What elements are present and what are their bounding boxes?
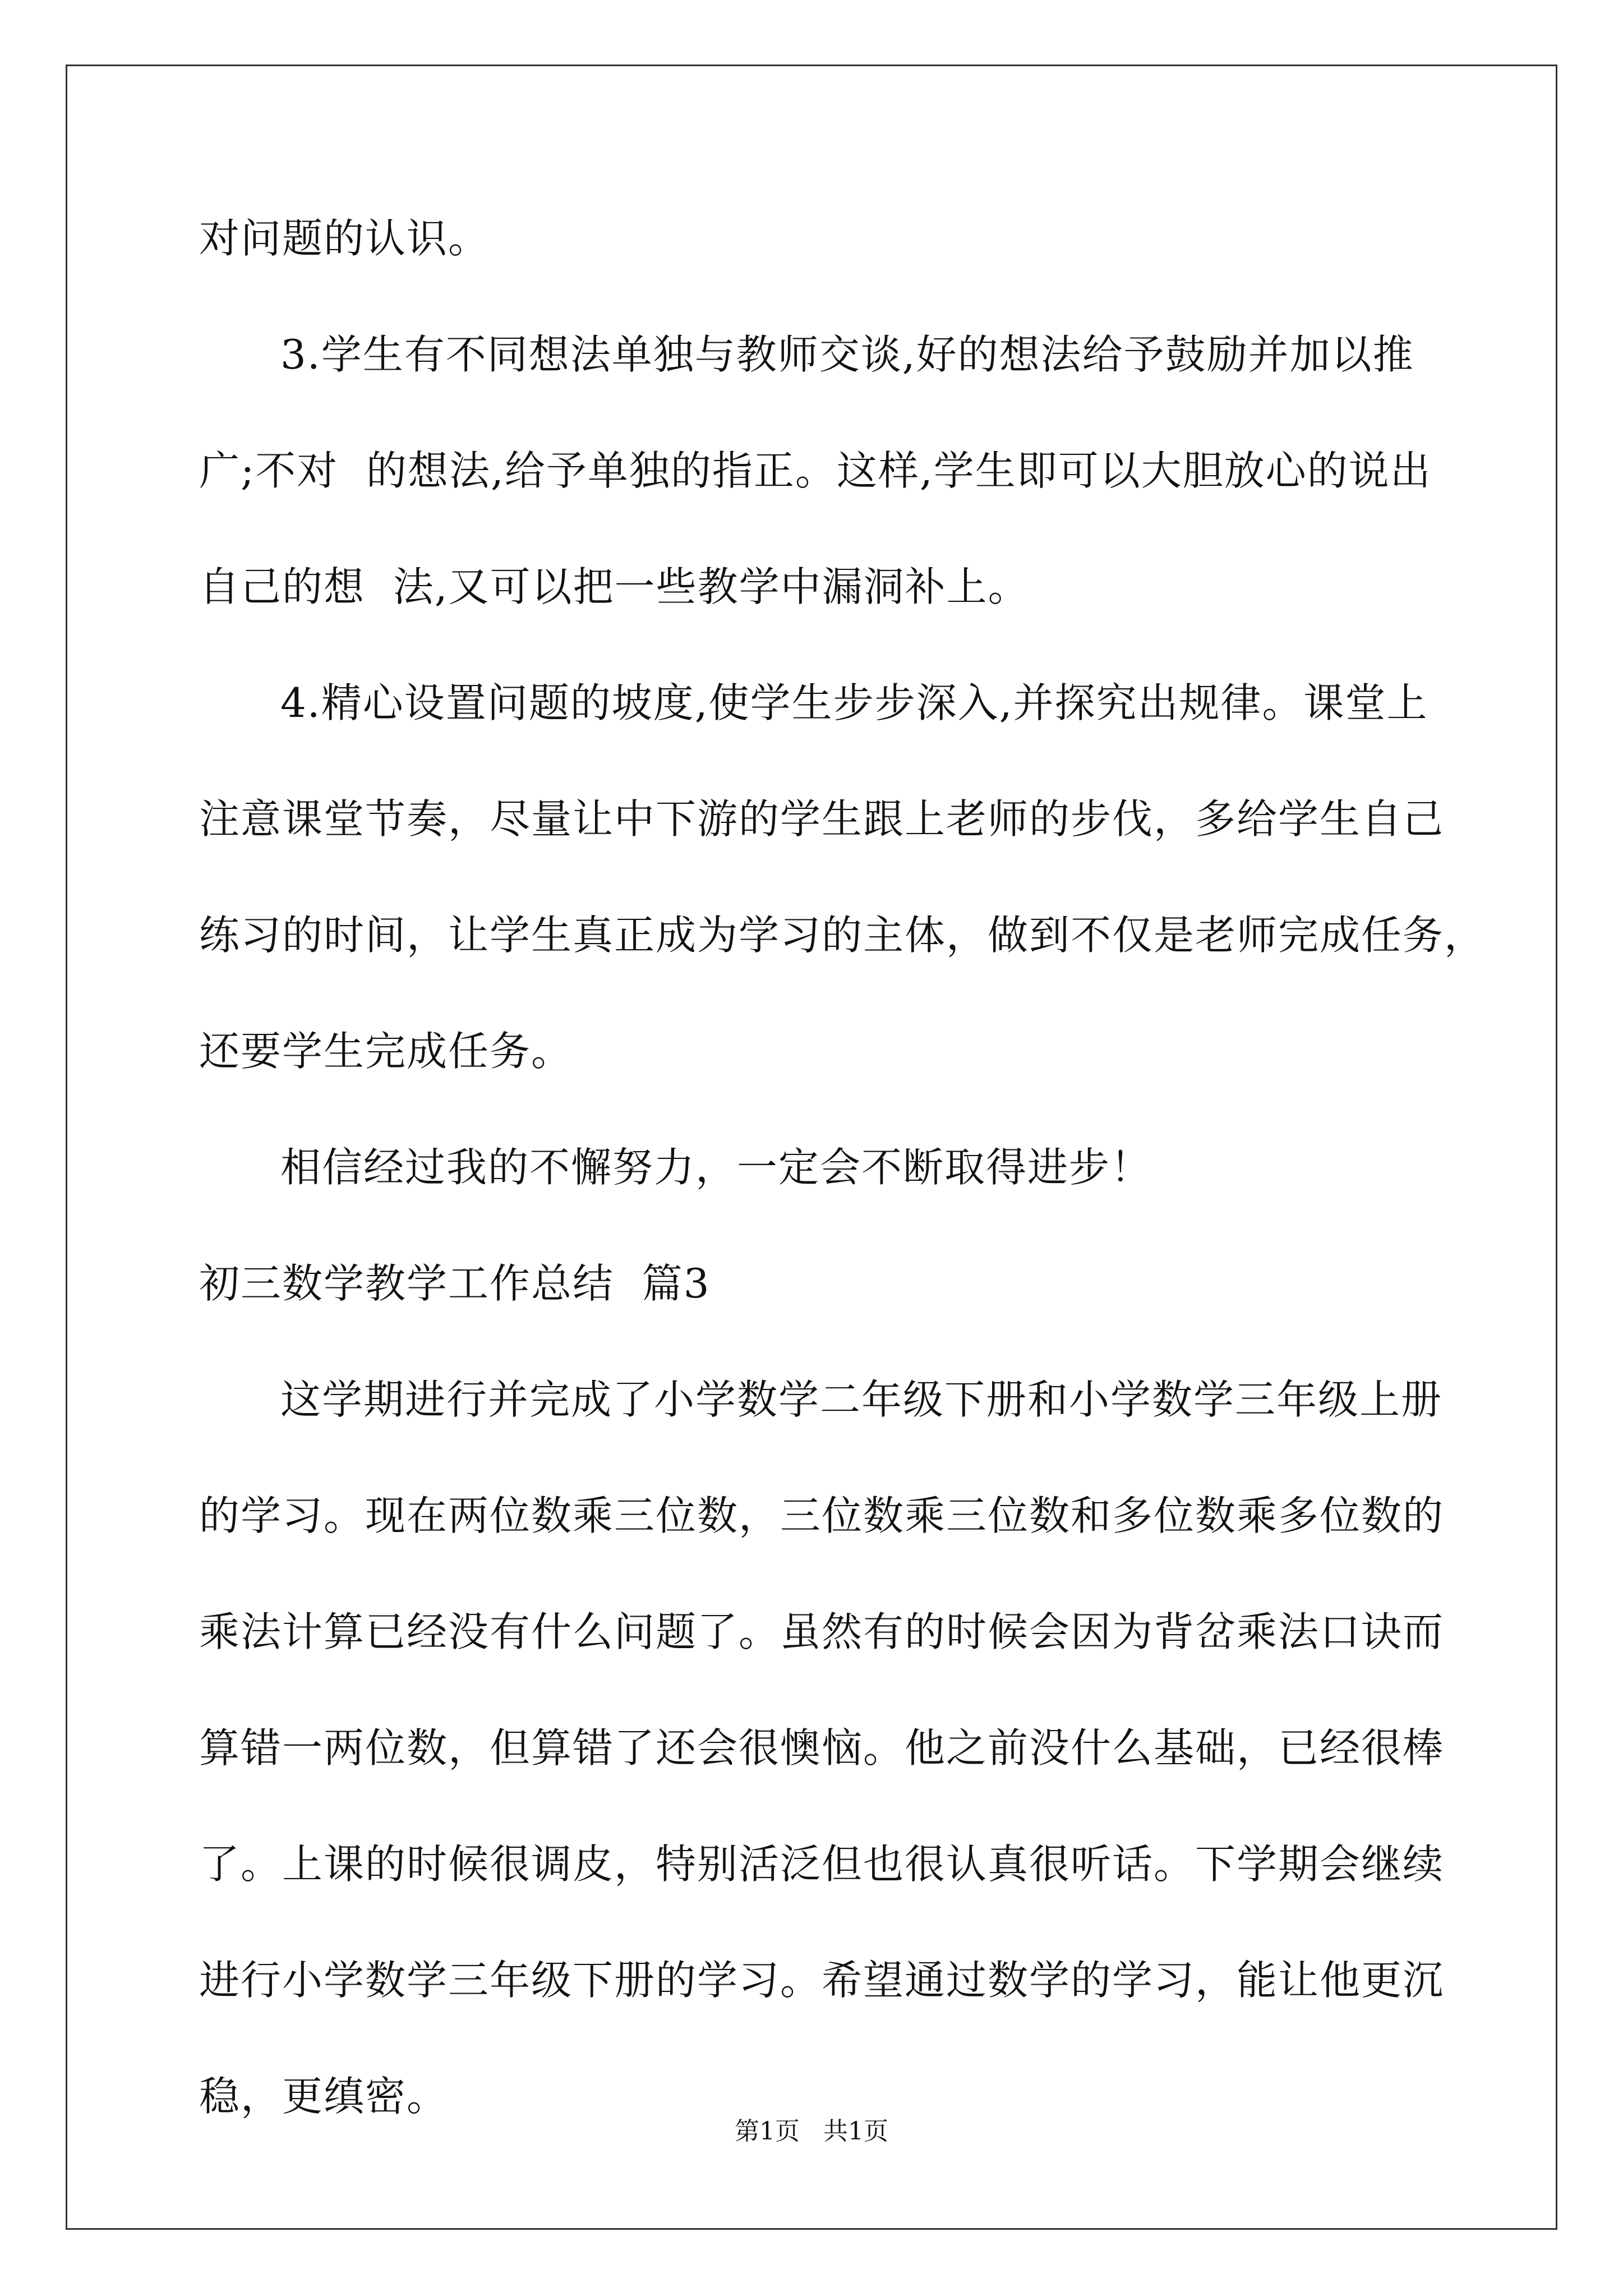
paragraph-line: 还要学生完成任务。: [199, 1028, 573, 1075]
paragraph-line: 对问题的认识。: [199, 215, 490, 262]
paragraph-line: 相信经过我的不懈努力，一定会不断取得进步！: [280, 1144, 1152, 1191]
paragraph-line: 的学习。现在两位数乘三位数，三位数乘三位数和多位数乘多位数的: [199, 1492, 1445, 1539]
paragraph-line: 广;不对 的想法,给予单独的指正。这样,学生即可以大胆放心的说出: [199, 447, 1432, 494]
paragraph-line: 4.精心设置问题的坡度,使学生步步深入,并探究出规律。课堂上: [280, 679, 1428, 726]
paragraph-line: 了。上课的时候很调皮，特别活泛但也很认真很听话。下学期会继续: [199, 1841, 1445, 1888]
paragraph-line: 乘法计算已经没有什么问题了。虽然有的时候会因为背岔乘法口诀而: [199, 1608, 1445, 1655]
paragraph-line: 这学期进行并完成了小学数学二年级下册和小学数学三年级上册: [280, 1376, 1443, 1423]
paragraph-line: 进行小学数学三年级下册的学习。希望通过数学的学习，能让他更沉: [199, 1957, 1445, 2004]
paragraph-line: 注意课堂节奏，尽量让中下游的学生跟上老师的步伐，多给学生自己: [199, 795, 1445, 843]
paragraph-line: 算错一两位数，但算错了还会很懊恼。他之前没什么基础，已经很棒: [199, 1724, 1445, 1772]
section-heading: 初三数学教学工作总结 篇3: [199, 1260, 711, 1307]
paragraph-line: 练习的时间，让学生真正成为学习的主体，做到不仅是老师完成任务，: [199, 912, 1486, 959]
paragraph-line: 自己的想 法,又可以把一些教学中漏洞补上。: [199, 563, 1030, 610]
paragraph-line: 3.学生有不同想法单独与教师交谈,好的想法给予鼓励并加以推: [280, 331, 1414, 378]
paragraph-line: 稳，更缜密。: [199, 2073, 449, 2120]
page-number-footer: 第1页 共1页: [735, 2117, 888, 2146]
